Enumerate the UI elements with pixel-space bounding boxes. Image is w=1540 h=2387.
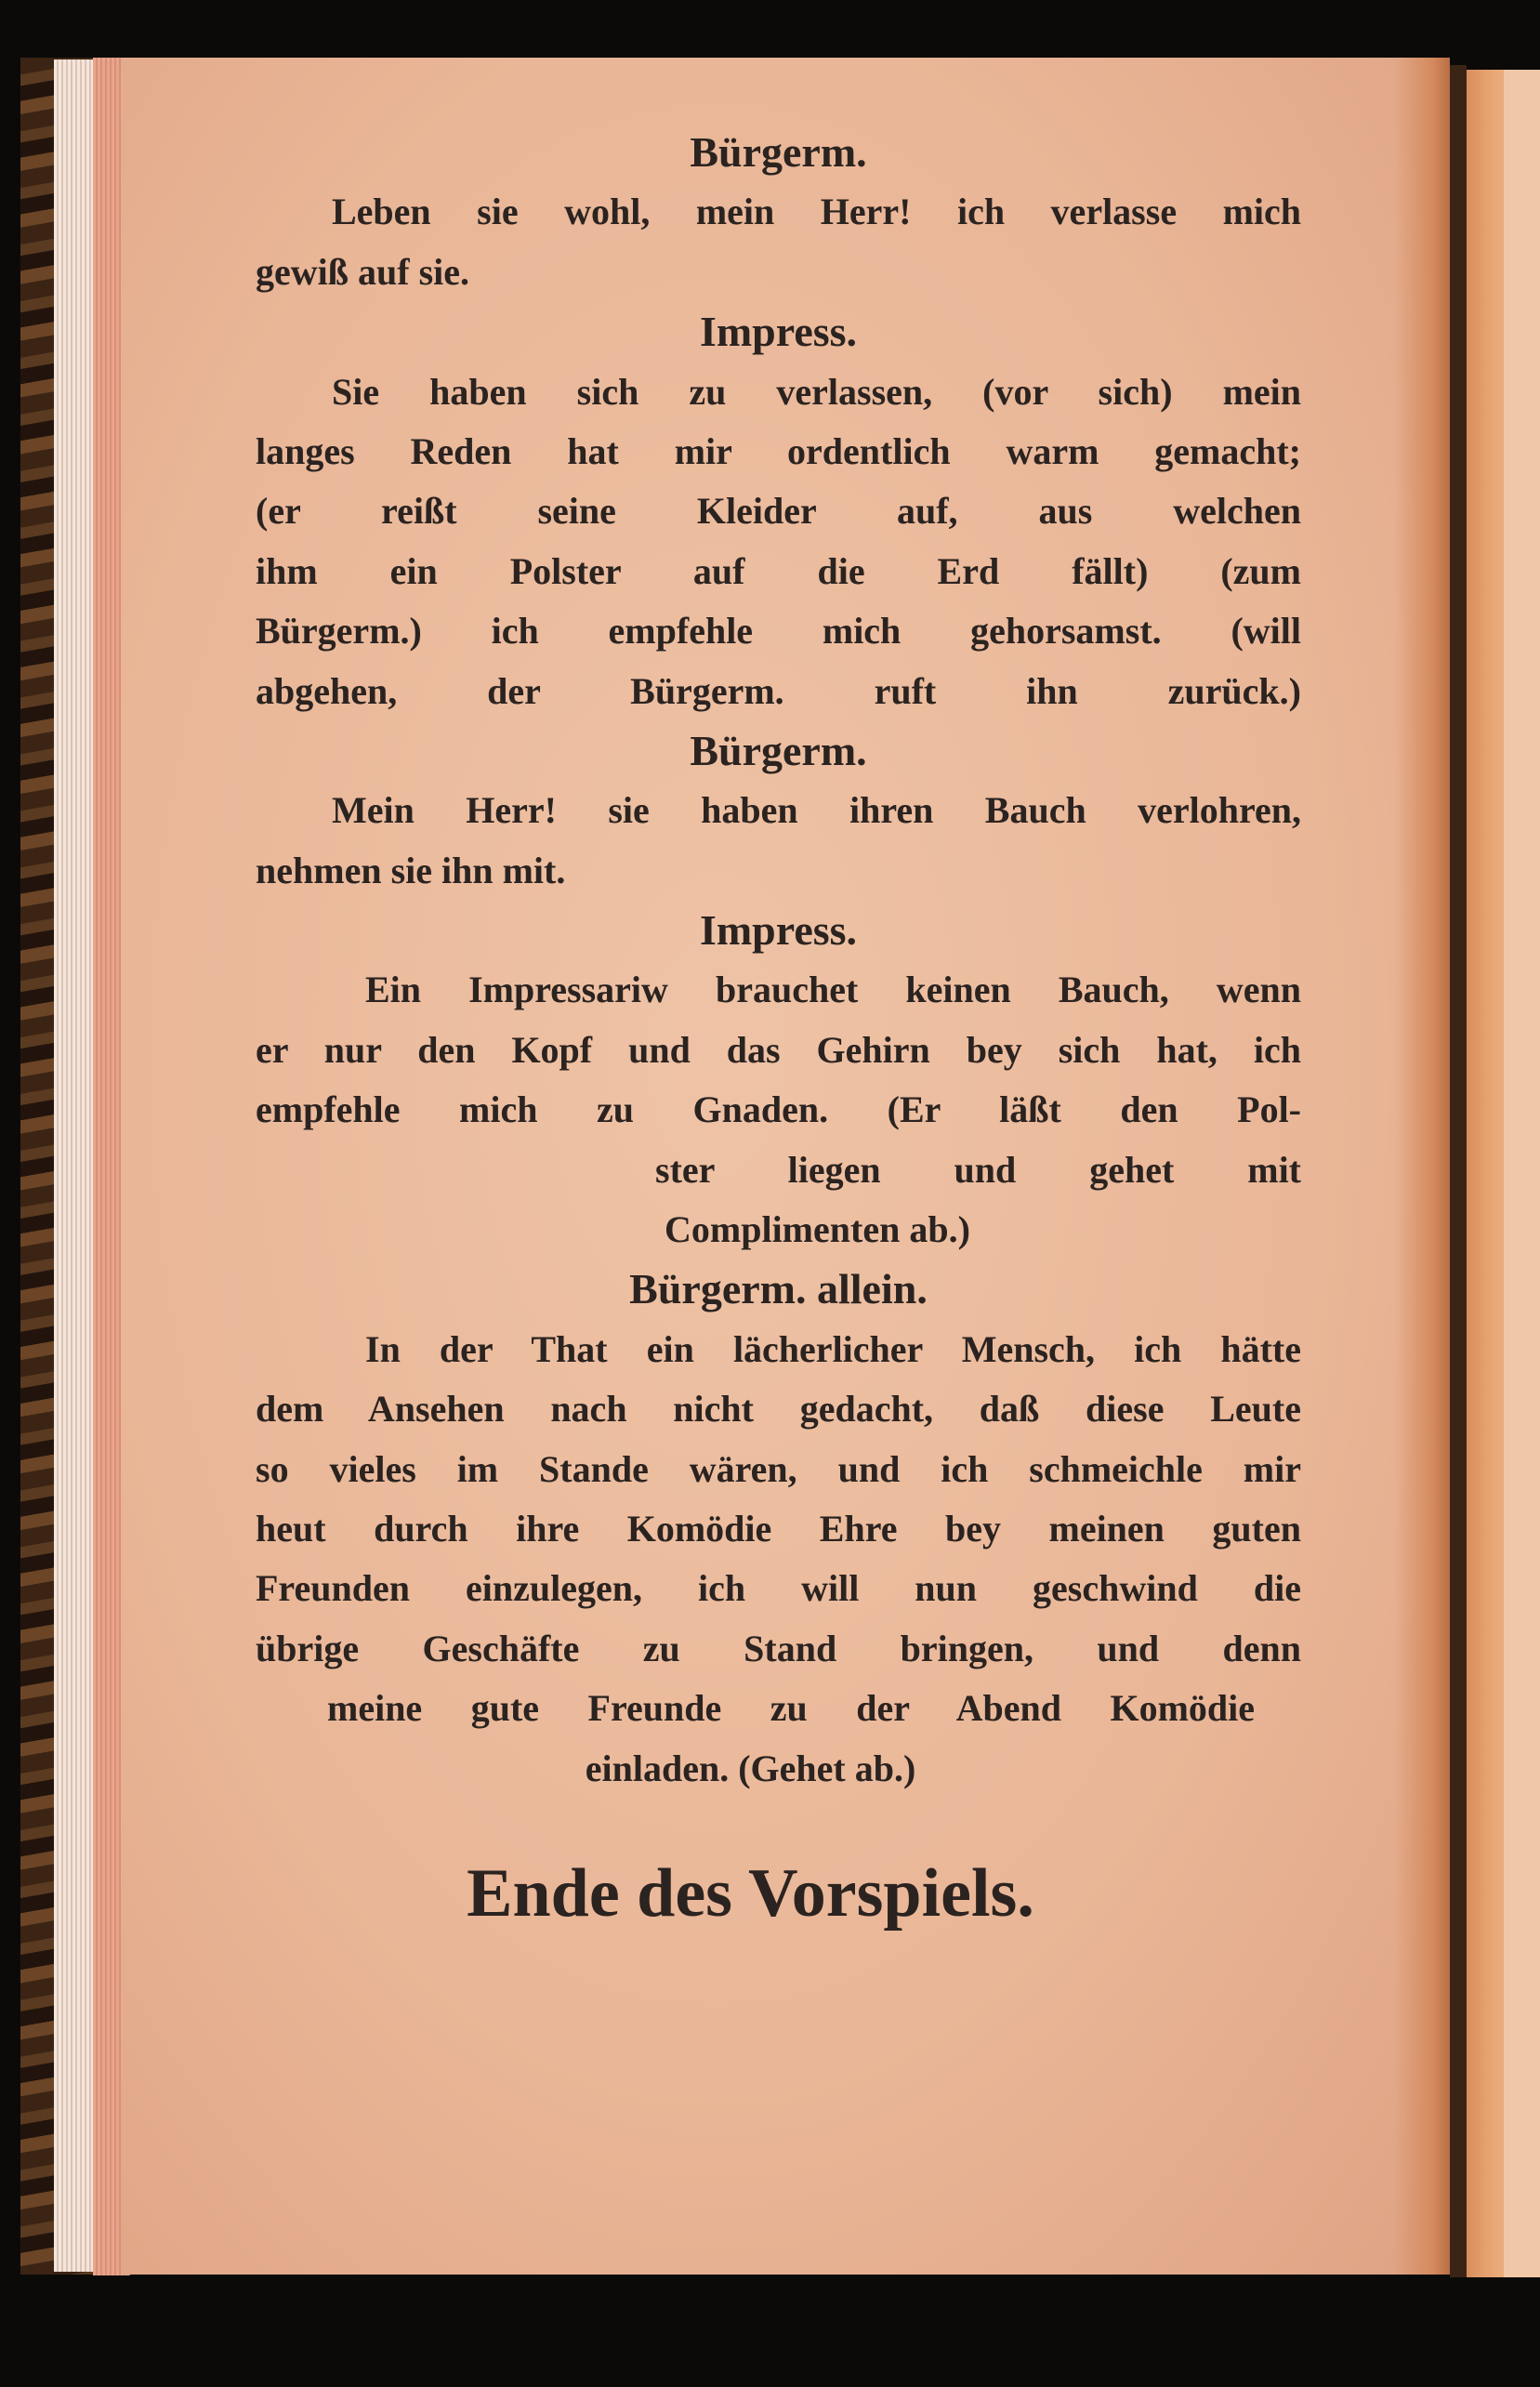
facing-page-edge [1467, 70, 1540, 2277]
text-line: Mein Herr! sie haben ihren Bauch verlohren, [332, 789, 1301, 832]
text-line: Complimenten ab.) [665, 1208, 970, 1251]
text-line: Ein Impressariw brauchet keinen Bauch, wenn [365, 969, 1301, 1011]
text-line: Sie haben sich zu verlassen, (vor sich) mein [332, 370, 1301, 413]
text-line: gewiß auf sie. [256, 250, 469, 293]
speaker-heading: Bürgerm. [690, 726, 867, 774]
text-line: abgehen, der Bürgerm. ruft ihn zurück.) [256, 669, 1301, 712]
text-line: einladen. (Gehet ab.) [585, 1747, 916, 1789]
text-line: empfehle mich zu Gnaden. (Er läßt den Pol- [256, 1088, 1301, 1131]
speaker-heading: Bürgerm. [690, 128, 867, 176]
text-line: er nur den Kopf und das Gehirn bey sich hat, ich [256, 1028, 1301, 1071]
text-line: so vieles im Stande wären, und ich schmeichle mir [256, 1447, 1301, 1490]
text-line: nehmen sie ihn mit. [256, 849, 566, 891]
text-line: ster liegen und gehet mit [655, 1148, 1301, 1191]
text-line: Leben sie wohl, mein Herr! ich verlasse mich [332, 191, 1301, 233]
text-line: übrige Geschäfte zu Stand bringen, und denn [256, 1627, 1301, 1669]
speaker-heading: Bürgerm. allein. [629, 1265, 928, 1313]
speaker-heading: Impress. [699, 906, 858, 955]
text-line: heut durch ihre Komödie Ehre bey meinen guten [256, 1507, 1301, 1550]
text-line: Bürgerm.) ich empfehle mich gehorsamst. (will [256, 610, 1301, 653]
speaker-heading: Impress. [699, 308, 858, 356]
text-line: langes Reden hat mir ordentlich warm gemacht; [256, 429, 1301, 472]
text-line: ihm ein Polster auf die Erd fällt) (zum [256, 549, 1301, 592]
page-text [256, 123, 1301, 1799]
text-line: meine gute Freunde zu der Abend Komödie [327, 1687, 1255, 1730]
spine-gap [1450, 65, 1467, 2277]
text-line: Freunden einzulegen, ich will nun geschwind die [256, 1567, 1301, 1610]
page-gutter-shadow [1394, 58, 1450, 2275]
section-ending-title: Ende des Vorspiels. [467, 1855, 1034, 1932]
text-line: (er reißt seine Kleider auf, aus welchen [256, 490, 1301, 533]
text-line: dem Ansehen nach nicht gedacht, daß diese Leute [256, 1388, 1301, 1431]
text-line: In der That ein lächerlicher Mensch, ich hätte [365, 1327, 1301, 1370]
